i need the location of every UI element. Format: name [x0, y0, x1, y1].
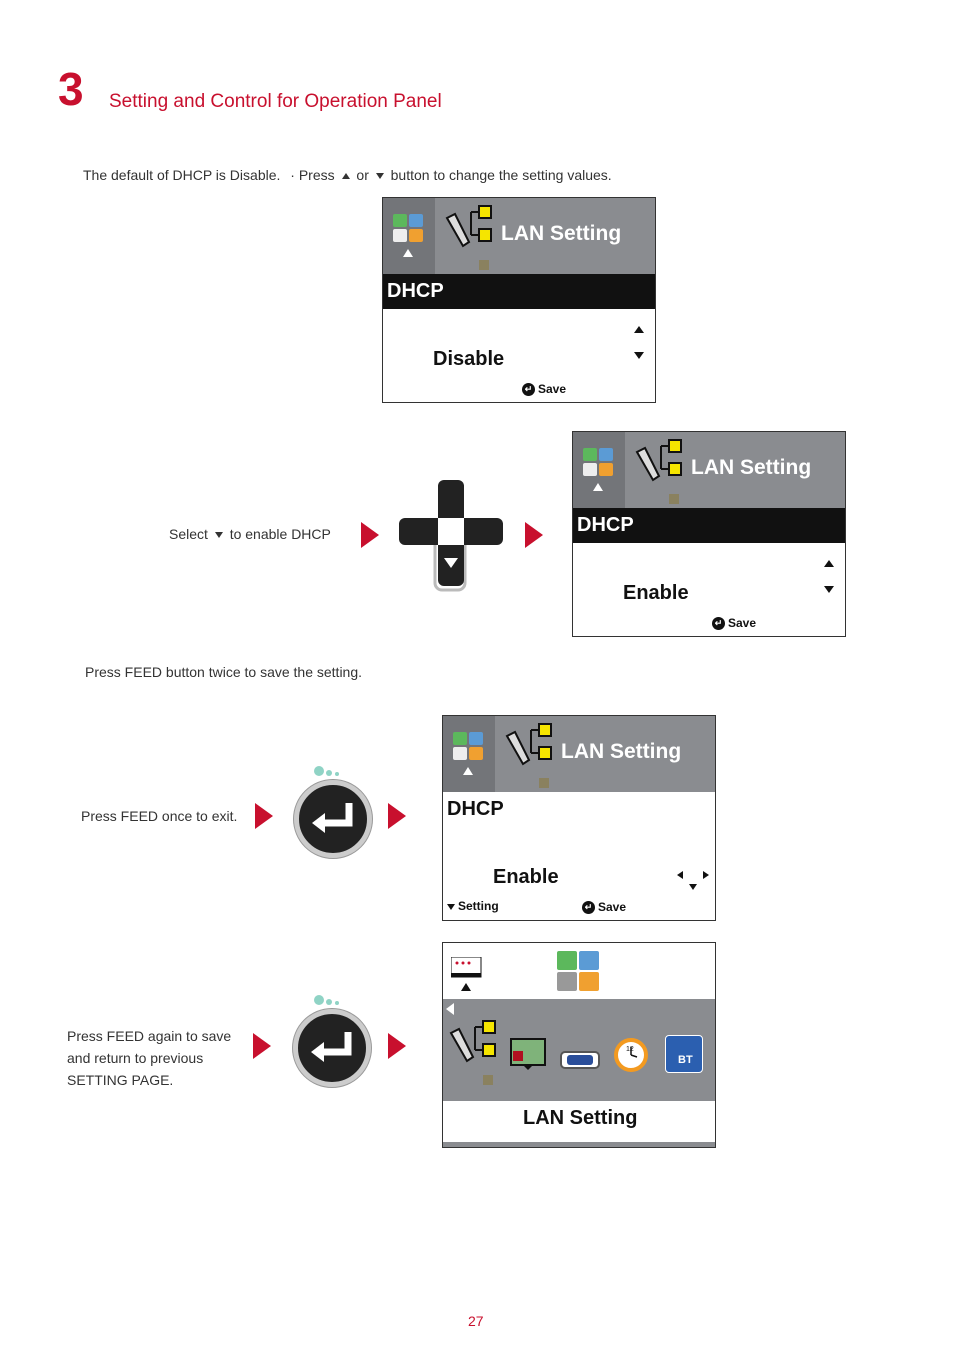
- lcd-title: LAN Setting: [561, 740, 682, 763]
- left-arrow-icon: [446, 1003, 454, 1015]
- lcd-bar-label: DHCP: [577, 514, 634, 536]
- up-arrow-icon: [463, 767, 473, 775]
- enter-icon: ↵: [582, 901, 595, 914]
- step-arrow-icon: [361, 522, 379, 548]
- step-arrow-icon: [388, 803, 406, 829]
- step-arrow-icon: [525, 522, 543, 548]
- lcd-side-panel: [443, 716, 495, 792]
- save-label: Save: [598, 900, 627, 914]
- select-text-a: Select: [169, 526, 208, 542]
- feed-button[interactable]: [294, 780, 372, 858]
- setting-categories-icon: [557, 951, 601, 993]
- up-arrow-icon: [593, 483, 603, 491]
- icon-carousel: [443, 999, 715, 1101]
- up-arrow-icon: [824, 560, 834, 567]
- lcd-setting-page: [442, 942, 716, 1148]
- lcd-value: Enable: [623, 582, 689, 604]
- step-return-line2: and return to previous: [67, 1050, 204, 1066]
- save-hint: [712, 616, 756, 630]
- chapter-title: Setting and Control for Operation Panel: [109, 91, 442, 112]
- step-arrow-icon: [253, 1033, 271, 1059]
- lcd-bar: [383, 274, 655, 309]
- lcd-title: LAN Setting: [691, 456, 812, 479]
- down-arrow-icon: [447, 904, 455, 910]
- step-return-line1: Press FEED again to save: [67, 1028, 232, 1044]
- feed-note: Press FEED button twice to save the setting.: [85, 664, 363, 680]
- select-instruction: [169, 526, 331, 542]
- lan-setting-icon[interactable]: [445, 1019, 501, 1095]
- feed-led-icon: [312, 764, 346, 780]
- lcd-header: [573, 432, 845, 508]
- enter-icon: ↵: [522, 383, 535, 396]
- lcd-side-panel: [383, 198, 435, 274]
- down-arrow-icon: [376, 173, 384, 179]
- feed-led-icon: [312, 993, 346, 1009]
- intro-text-a: The default of DHCP is Disable.: [83, 167, 281, 183]
- enter-icon: [299, 785, 367, 853]
- lan-setting-icon: [631, 438, 689, 504]
- enter-icon: [298, 1014, 366, 1082]
- navigation-pad-icon[interactable]: [397, 478, 505, 592]
- lcd-header: [383, 198, 655, 274]
- up-arrow-icon: [634, 326, 644, 333]
- serial-port-icon[interactable]: [559, 1049, 601, 1071]
- bluetooth-icon[interactable]: [665, 1035, 703, 1073]
- left-down-right-arrows-icon: [675, 868, 711, 892]
- lcd-screen-disable: [382, 197, 656, 403]
- down-arrow-icon: [824, 586, 834, 593]
- feed-button[interactable]: [293, 1009, 371, 1087]
- up-arrow-icon: [342, 173, 350, 179]
- lcd-bar: [573, 508, 845, 543]
- down-arrow-icon: [215, 532, 223, 538]
- intro-or: or: [356, 167, 369, 183]
- step-return-text: [67, 1025, 231, 1091]
- chapter-number: 3: [58, 63, 84, 115]
- lcd-header: [443, 716, 715, 792]
- setting-categories-icon: [583, 448, 615, 478]
- printer-settings-icon: [451, 957, 483, 991]
- step-arrow-icon: [255, 803, 273, 829]
- setting-hint: [447, 899, 499, 913]
- setting-categories-icon: [393, 214, 425, 244]
- lcd-screen-saved: [442, 715, 716, 921]
- page-number: 27: [468, 1313, 484, 1329]
- lcd-value: Disable: [433, 348, 505, 370]
- step-exit-text: Press FEED once to exit.: [81, 808, 238, 824]
- clock-label: 12: [626, 1046, 634, 1053]
- step-arrow-icon: [388, 1033, 406, 1059]
- lcd-screen-enable: [572, 431, 846, 637]
- lan-setting-icon: [501, 722, 559, 788]
- lcd-title: LAN Setting: [501, 222, 622, 245]
- clock-icon[interactable]: [613, 1033, 649, 1073]
- select-text-b: to enable DHCP: [229, 526, 331, 542]
- lcd-selected-label: LAN Setting: [523, 1107, 638, 1129]
- setting-categories-icon: [453, 732, 485, 762]
- lcd-side-panel: [573, 432, 625, 508]
- save-hint: [582, 900, 626, 914]
- lcd-value: Enable: [493, 866, 559, 888]
- bluetooth-label: BT: [678, 1054, 693, 1066]
- step-return-line3: SETTING PAGE.: [67, 1072, 174, 1088]
- down-arrow-icon: [634, 352, 644, 359]
- save-label: Save: [728, 616, 757, 630]
- enter-icon: ↵: [712, 617, 725, 630]
- display-lock-icon[interactable]: [509, 1037, 549, 1071]
- save-hint: [522, 382, 566, 396]
- setting-label: Setting: [458, 899, 499, 913]
- lan-setting-icon: [441, 204, 499, 270]
- lcd-bottom-strip: [443, 1142, 715, 1147]
- intro-text-c: button to change the setting values.: [390, 167, 612, 183]
- intro-text-b: · Press: [290, 167, 335, 183]
- lcd-heading: DHCP: [447, 798, 504, 820]
- save-label: Save: [538, 382, 567, 396]
- lcd-bar-label: DHCP: [387, 280, 444, 302]
- intro-line: [83, 167, 612, 183]
- up-arrow-icon: [403, 249, 413, 257]
